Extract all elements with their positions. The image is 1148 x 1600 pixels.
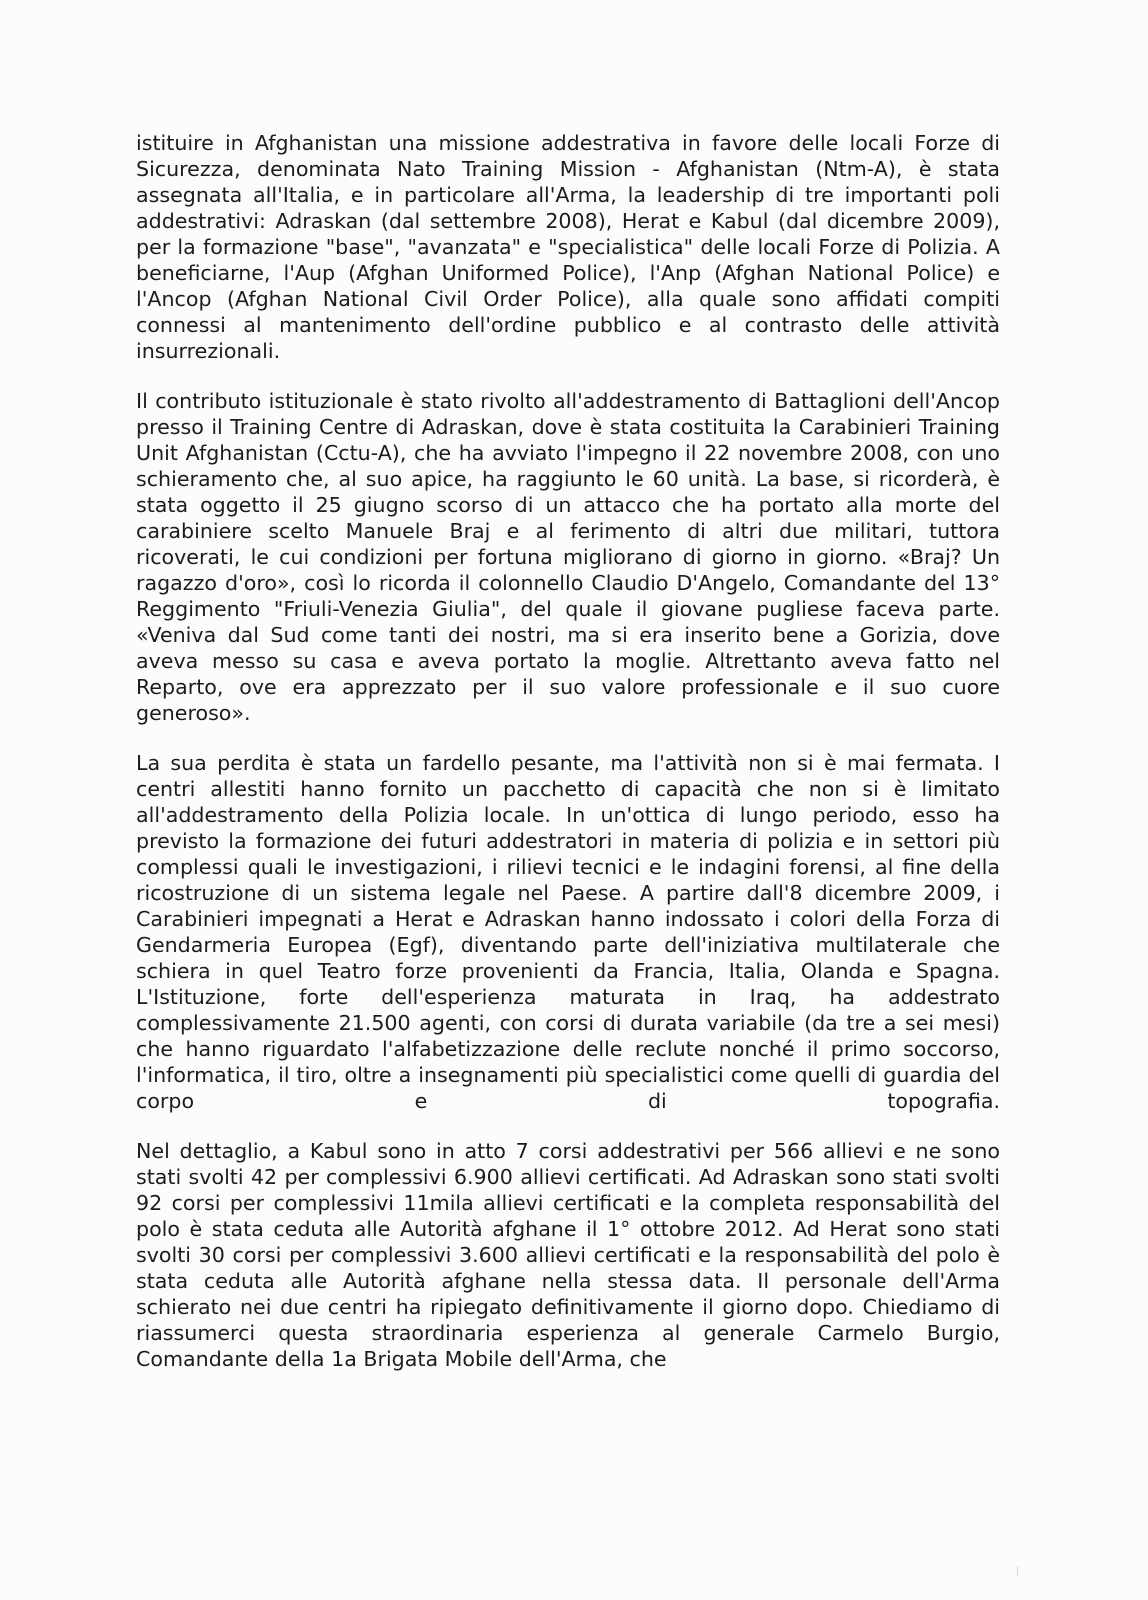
paragraph-2: Il contributo istituzionale è stato rivolto all'addestramento di Battaglioni dell'Ancop presso il Training Centre di Adraskan, dove è stata costituita la Carabinieri Training Unit Afghanistan (Cctu-A), che ha avviato l'impegno il 22 novembre 2008, con uno schieramento che, al suo apice, ha raggiunto le 60 unità. La base, si ricorderà, è stata oggetto il 25 giugno scorso di un attacco che ha portato alla morte del carabiniere scelto Manuele Braj e al ferimento di altri due militari, tuttora ricoverati, le cui condizioni per fortuna migliorano di giorno in giorno. «Braj? Un ragazzo d'oro», così lo ricorda il colonnello Claudio D'Angelo, Comandante del 13° Reggimento "Friuli-Venezia Giulia", del quale il giovane pugliese faceva parte. «Veniva dal Sud come tanti dei nostri, ma si era inserito bene a Gorizia, dove aveva messo su casa e aveva portato la moglie. Altrettanto aveva fatto nel Reparto, ove era apprezzato per il suo valore professionale e il suo cuore generoso».: [136, 389, 1000, 725]
paragraph-4: Nel dettaglio, a Kabul sono in atto 7 corsi addestrativi per 566 allievi e ne sono stati svolti 42 per complessivi 6.900 allievi certificati. Ad Adraskan sono stati svolti 92 corsi per complessivi 11mila allievi certificati e la completa responsabilità del polo è stata ceduta alle Autorità afghane il 1° ottobre 2012. Ad Herat sono stati svolti 30 corsi per complessivi 3.600 allievi certificati e la responsabilità del polo è stata ceduta alle Autorità afghane nella stessa data. Il personale dell'Arma schierato nei due centri ha ripiegato definitivamente il giorno dopo. Chiediamo di riassumerci questa straordinaria esperienza al generale Carmelo Burgio, Comandante della 1a Brigata Mobile dell'Arma, che: [136, 1139, 1000, 1371]
document-body: [136, 130, 1000, 1372]
paragraph-1: istituire in Afghanistan una missione addestrativa in favore delle locali Forze di Sicurezza, denominata Nato Training Mission - Afghanistan (Ntm-A), è stata assegnata all'Italia, e in particolare all'Arma, la leadership di tre importanti poli addestrativi: Adraskan (dal settembre 2008), Herat e Kabul (dal dicembre 2009), per la formazione "base", "avanzata" e "specialistica" delle locali Forze di Polizia. A beneficiarne, l'Aup (Afghan Uniformed Police), l'Anp (Afghan National Police) e l'Ancop (Afghan National Civil Order Police), alla quale sono affidati compiti connessi al mantenimento dell'ordine pubblico e al contrasto delle attività insurrezionali.: [136, 131, 1000, 363]
scan-artifact: [1017, 1566, 1022, 1576]
paragraph-3: La sua perdita è stata un fardello pesante, ma l'attività non si è mai fermata. I centri allestiti hanno fornito un pacchetto di capacità che non si è limitato all'addestramento della Polizia locale. In un'ottica di lungo periodo, esso ha previsto la formazione dei futuri addestratori in materia di polizia e in settori più complessi quali le investigazioni, i rilievi tecnici e le indagini forensi, al fine della ricostruzione di un sistema legale nel Paese. A partire dall'8 dicembre 2009, i Carabinieri impegnati a Herat e Adraskan hanno indossato i colori della Forza di Gendarmeria Europea (Egf), diventando parte dell'iniziativa multilaterale che schiera in quel Teatro forze provenienti da Francia, Italia, Olanda e Spagna. L'Istituzione, forte dell'esperienza maturata in Iraq, ha addestrato complessivamente 21.500 agenti, con corsi di durata variabile (da tre a sei mesi) che hanno riguardato l'alfabetizzazione delle reclute nonché il primo soccorso, l'informatica, il tiro, oltre a insegnamenti più specialistici come quelli di guardia del corpo e di topografia.: [136, 751, 1000, 1113]
